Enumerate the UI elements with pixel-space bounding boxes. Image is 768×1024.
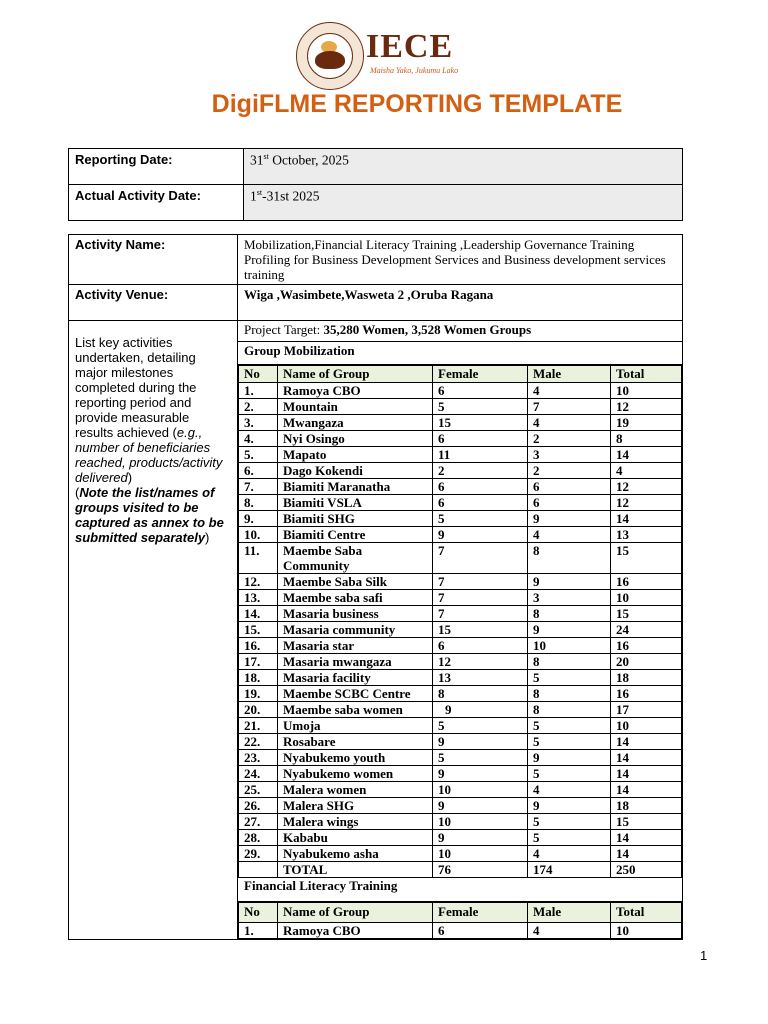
- row-number: 26.: [239, 798, 278, 814]
- table-row: [239, 670, 682, 686]
- male-count: 5: [528, 830, 611, 846]
- row-number: 14.: [239, 606, 278, 622]
- female-count: 6: [433, 923, 528, 939]
- document-title: DigiFLME REPORTING TEMPLATE: [211, 90, 623, 118]
- total-count: 14: [611, 782, 682, 798]
- total-count: 8: [611, 431, 682, 447]
- group-name: Nyabukemo women: [278, 766, 433, 782]
- male-count: 4: [528, 527, 611, 543]
- group-name: Masaria star: [278, 638, 433, 654]
- total-count: 17: [611, 702, 682, 718]
- male-count: 9: [528, 574, 611, 590]
- group-name: Maembe SCBC Centre: [278, 686, 433, 702]
- row-number: 25.: [239, 782, 278, 798]
- table-row: [239, 495, 682, 511]
- group-mobilization-rows: [239, 383, 682, 862]
- group-name: Dago Kokendi: [278, 463, 433, 479]
- total-count: 14: [611, 511, 682, 527]
- table-row: [239, 638, 682, 654]
- table-header-row: No Name of Group Female Male Total: [239, 366, 682, 383]
- female-count: 9: [433, 527, 528, 543]
- row-number: 23.: [239, 750, 278, 766]
- total-count: 14: [611, 734, 682, 750]
- female-count: 12: [433, 654, 528, 670]
- table-row: [239, 447, 682, 463]
- table-row: [239, 702, 682, 718]
- table-row: [239, 590, 682, 606]
- male-count: 2: [528, 431, 611, 447]
- total-count: 10: [611, 590, 682, 606]
- table-row: [239, 750, 682, 766]
- total-count: 16: [611, 638, 682, 654]
- male-count: 5: [528, 766, 611, 782]
- activity-venue-label: Activity Venue:: [69, 285, 238, 321]
- dates-table: [68, 148, 683, 221]
- total-count: 10: [611, 383, 682, 399]
- male-count: 8: [528, 654, 611, 670]
- table-row: [239, 846, 682, 862]
- row-number: 29.: [239, 846, 278, 862]
- male-count: 5: [528, 814, 611, 830]
- female-count: 9: [433, 734, 528, 750]
- female-count: 9: [433, 830, 528, 846]
- reporting-date-value: 31st October, 2025: [244, 149, 683, 185]
- total-count: 18: [611, 670, 682, 686]
- group-name: Biamiti SHG: [278, 511, 433, 527]
- table-row: [239, 606, 682, 622]
- group-name: Masaria business: [278, 606, 433, 622]
- male-count: 8: [528, 543, 611, 574]
- table-row: [239, 431, 682, 447]
- reporting-date-label: Reporting Date:: [69, 149, 244, 185]
- table-row: [239, 654, 682, 670]
- female-count: 15: [433, 415, 528, 431]
- female-count: 9: [433, 702, 528, 718]
- row-number: 18.: [239, 670, 278, 686]
- row-number: 2.: [239, 399, 278, 415]
- row-number: 19.: [239, 686, 278, 702]
- group-name: Nyabukemo youth: [278, 750, 433, 766]
- group-name: Maembe Saba Silk: [278, 574, 433, 590]
- row-number: 7.: [239, 479, 278, 495]
- female-count: 7: [433, 590, 528, 606]
- female-count: 5: [433, 399, 528, 415]
- total-count: 14: [611, 750, 682, 766]
- female-count: 6: [433, 431, 528, 447]
- activity-name-value: Mobilization,Financial Literacy Training ,Leadership Governance Training Profiling for Business Development Services and Business development services training: [238, 235, 683, 285]
- female-count: 8: [433, 686, 528, 702]
- female-count: 10: [433, 814, 528, 830]
- row-number: 9.: [239, 511, 278, 527]
- male-count: 9: [528, 622, 611, 638]
- financial-literacy-table: [238, 902, 682, 939]
- group-name: Umoja: [278, 718, 433, 734]
- group-name: Rosabare: [278, 734, 433, 750]
- row-number: 10.: [239, 527, 278, 543]
- male-count: 4: [528, 383, 611, 399]
- male-count: 3: [528, 447, 611, 463]
- female-count: 2: [433, 463, 528, 479]
- org-logo: [296, 22, 476, 88]
- total-count: 10: [611, 923, 682, 939]
- row-number: 22.: [239, 734, 278, 750]
- table-row: [239, 798, 682, 814]
- table-row: [239, 622, 682, 638]
- table-row: [239, 766, 682, 782]
- total-count: 14: [611, 830, 682, 846]
- total-count: 12: [611, 495, 682, 511]
- total-count: 15: [611, 543, 682, 574]
- total-count: 18: [611, 798, 682, 814]
- male-count: 5: [528, 670, 611, 686]
- male-count: 4: [528, 923, 611, 939]
- group-name: Mountain: [278, 399, 433, 415]
- group-name: Malera women: [278, 782, 433, 798]
- group-name: Masaria mwangaza: [278, 654, 433, 670]
- row-number: 6.: [239, 463, 278, 479]
- female-count: 5: [433, 718, 528, 734]
- row-number: 27.: [239, 814, 278, 830]
- row-number: 16.: [239, 638, 278, 654]
- male-count: 10: [528, 638, 611, 654]
- row-number: 20.: [239, 702, 278, 718]
- female-count: 7: [433, 543, 528, 574]
- group-name: Maembe saba safi: [278, 590, 433, 606]
- table-row: [239, 782, 682, 798]
- table-row: [239, 718, 682, 734]
- financial-literacy-rows: [239, 923, 682, 939]
- total-count: 14: [611, 447, 682, 463]
- total-row: TOTAL 76 174 250: [239, 862, 682, 878]
- female-count: 11: [433, 447, 528, 463]
- male-count: 2: [528, 463, 611, 479]
- activity-name-label: Activity Name:: [69, 235, 238, 285]
- group-name: Maembe Saba Community: [278, 543, 433, 574]
- table-row: [239, 686, 682, 702]
- group-name: Biamiti Centre: [278, 527, 433, 543]
- table-row: [239, 830, 682, 846]
- total-count: 15: [611, 606, 682, 622]
- total-count: 12: [611, 479, 682, 495]
- female-count: 7: [433, 574, 528, 590]
- female-count: 9: [433, 766, 528, 782]
- total-count: 19: [611, 415, 682, 431]
- activity-date-label: Actual Activity Date:: [69, 185, 244, 221]
- male-count: 9: [528, 750, 611, 766]
- female-count: 7: [433, 606, 528, 622]
- female-count: 5: [433, 750, 528, 766]
- row-number: 15.: [239, 622, 278, 638]
- male-count: 5: [528, 734, 611, 750]
- activity-details: [238, 321, 683, 940]
- table-row: [239, 415, 682, 431]
- male-count: 6: [528, 479, 611, 495]
- total-count: 16: [611, 686, 682, 702]
- male-count: 6: [528, 495, 611, 511]
- logo-wordmark: IECE: [366, 28, 454, 65]
- male-count: 8: [528, 686, 611, 702]
- row-number: 1.: [239, 923, 278, 939]
- total-count: 12: [611, 399, 682, 415]
- row-number: 5.: [239, 447, 278, 463]
- table-row: [239, 463, 682, 479]
- female-count: 5: [433, 511, 528, 527]
- group-name: Kababu: [278, 830, 433, 846]
- female-count: 15: [433, 622, 528, 638]
- row-number: 12.: [239, 574, 278, 590]
- male-count: 8: [528, 702, 611, 718]
- female-count: 13: [433, 670, 528, 686]
- female-count: 10: [433, 846, 528, 862]
- row-number: 28.: [239, 830, 278, 846]
- male-count: 9: [528, 511, 611, 527]
- table-row: [239, 383, 682, 399]
- table-row: [239, 923, 682, 939]
- male-count: 5: [528, 718, 611, 734]
- table-header-row: No Name of Group Female Male Total: [239, 903, 682, 923]
- group-name: Nyabukemo asha: [278, 846, 433, 862]
- table-row: [239, 734, 682, 750]
- activity-venue-value: Wiga ,Wasimbete,Wasweta 2 ,Oruba Ragana: [238, 285, 683, 321]
- page-number: 1: [700, 948, 708, 963]
- male-count: 8: [528, 606, 611, 622]
- total-count: 24: [611, 622, 682, 638]
- row-number: 1.: [239, 383, 278, 399]
- group-name: Masaria facility: [278, 670, 433, 686]
- group-name: Maembe saba women: [278, 702, 433, 718]
- group-name: Mwangaza: [278, 415, 433, 431]
- female-count: 6: [433, 383, 528, 399]
- total-count: 13: [611, 527, 682, 543]
- row-number: 17.: [239, 654, 278, 670]
- male-count: 4: [528, 782, 611, 798]
- group-name: Biamiti VSLA: [278, 495, 433, 511]
- activity-date-value: 1st-31st 2025: [244, 185, 683, 221]
- group-name: Malera SHG: [278, 798, 433, 814]
- total-count: 16: [611, 574, 682, 590]
- row-number: 24.: [239, 766, 278, 782]
- female-count: 10: [433, 782, 528, 798]
- male-count: 7: [528, 399, 611, 415]
- total-count: 14: [611, 846, 682, 862]
- activity-instructions: List key activities undertaken, detailing major milestones completed during the reporting period and provide measurable results achieved (e.g., number of beneficiaries reached, products/activity delivered) (Note the list/names of groups visited to be captured as annex to be submitted separately): [69, 321, 238, 940]
- group-name: Mapato: [278, 447, 433, 463]
- table-row: [239, 479, 682, 495]
- total-count: 10: [611, 718, 682, 734]
- table-row: [239, 511, 682, 527]
- activity-table: [68, 234, 683, 940]
- group-name: Masaria community: [278, 622, 433, 638]
- group-name: Ramoya CBO: [278, 383, 433, 399]
- female-count: 6: [433, 479, 528, 495]
- row-number: 13.: [239, 590, 278, 606]
- group-name: Malera wings: [278, 814, 433, 830]
- table-row: [239, 814, 682, 830]
- table-row: [239, 399, 682, 415]
- total-count: 20: [611, 654, 682, 670]
- total-count: 14: [611, 766, 682, 782]
- group-mobilization-table: [238, 365, 682, 878]
- male-count: 4: [528, 846, 611, 862]
- group-name: Biamiti Maranatha: [278, 479, 433, 495]
- financial-literacy-title: Financial Literacy Training: [238, 878, 682, 902]
- male-count: 9: [528, 798, 611, 814]
- project-target: Project Target: 35,280 Women, 3,528 Women Groups: [238, 321, 682, 342]
- male-count: 4: [528, 415, 611, 431]
- group-mobilization-title: Group Mobilization: [238, 342, 682, 365]
- row-number: 8.: [239, 495, 278, 511]
- logo-tagline: Maisha Yako, Jukumu Lako: [370, 66, 459, 75]
- logo-emblem: [296, 22, 364, 90]
- row-number: 21.: [239, 718, 278, 734]
- total-count: 15: [611, 814, 682, 830]
- table-row: [239, 527, 682, 543]
- female-count: 6: [433, 495, 528, 511]
- group-name: Nyi Osingo: [278, 431, 433, 447]
- row-number: 11.: [239, 543, 278, 574]
- row-number: 4.: [239, 431, 278, 447]
- female-count: 9: [433, 798, 528, 814]
- table-row: [239, 574, 682, 590]
- male-count: 3: [528, 590, 611, 606]
- group-name: Ramoya CBO: [278, 923, 433, 939]
- female-count: 6: [433, 638, 528, 654]
- table-row: [239, 543, 682, 574]
- total-count: 4: [611, 463, 682, 479]
- row-number: 3.: [239, 415, 278, 431]
